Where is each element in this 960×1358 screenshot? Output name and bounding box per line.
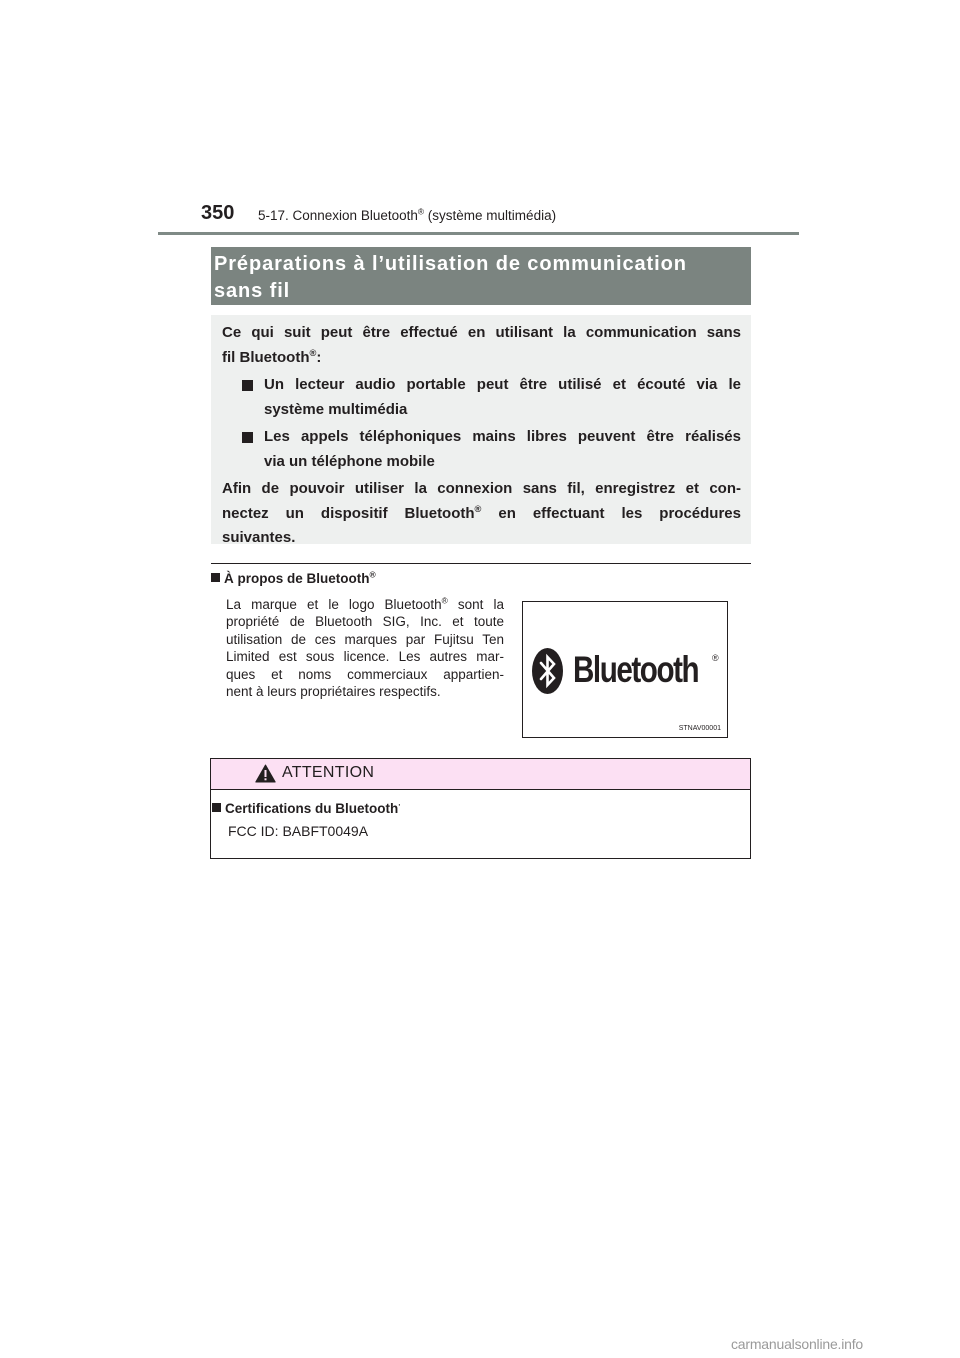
chapter-prefix: 5-17. Connexion Bluetooth [258, 208, 418, 223]
bullet-line: Les appels téléphoniques mains libres peuvent être réalisés [264, 428, 741, 445]
about-heading-text: À propos de Bluetooth [224, 571, 370, 586]
section-title-line: sans fil [214, 280, 291, 302]
about-body [226, 596, 504, 700]
registered-mark: ® [369, 569, 376, 580]
intro-line-text: nectez un dispositif Bluetooth [222, 504, 475, 522]
bluetooth-rune-icon [532, 648, 563, 694]
square-bullet-icon [211, 573, 220, 582]
intro-line-text: en effectuant les procédures [481, 504, 741, 522]
bullet-line: via un téléphone mobile [264, 452, 435, 470]
bullet-line: système multimédia [264, 400, 408, 418]
chapter-header [258, 208, 556, 223]
intro-bullet [242, 373, 741, 422]
page-number: 350 [201, 202, 235, 224]
bullet-line: Un lecteur audio portable peut être utilisé et écouté via le [264, 376, 741, 393]
warning-triangle-icon [255, 764, 276, 783]
warning-detail: FCC ID: BABFT0049A [228, 823, 369, 839]
about-line: nent à leurs propriétaires respectifs. [226, 684, 441, 700]
square-bullet-icon [212, 803, 221, 812]
intro-line: Ce qui suit peut être effectué en utilisant la communication sans [222, 324, 741, 341]
watermark: carmanualsonline.info [731, 1336, 863, 1352]
intro-line [222, 346, 741, 371]
registered-mark: ® [441, 595, 448, 606]
bluetooth-logo-figure [522, 601, 728, 738]
warning-item [212, 801, 401, 816]
intro-bullet [242, 425, 741, 474]
header-rule [158, 232, 799, 235]
warning-item-text: Certifications du Bluetooth [225, 801, 399, 816]
registered-mark: ® [417, 206, 425, 217]
intro-box [211, 315, 751, 544]
about-line [226, 596, 504, 613]
intro-line [222, 502, 741, 527]
intro-line-text: fil Bluetooth [222, 348, 310, 366]
about-line-text: sont la [447, 597, 504, 612]
registered-mark: ® [474, 503, 482, 514]
registered-mark: · [398, 799, 402, 810]
registered-mark: ® [712, 653, 719, 663]
warning-title: ATTENTION [282, 764, 375, 781]
section-title-bar [211, 247, 751, 305]
about-heading [211, 571, 376, 586]
warning-box [210, 758, 751, 859]
intro-line: Afin de pouvoir utiliser la connexion sans fil, enregistrez et con- [222, 480, 741, 497]
about-line: propriété de Bluetooth SIG, Inc. et toute [226, 614, 504, 630]
about-line: ques et noms commerciaux appartien- [226, 666, 504, 682]
subsection-rule [211, 563, 751, 564]
section-title-line: Préparations à l’utilisation de communication [214, 253, 687, 275]
warning-header [211, 759, 750, 790]
bluetooth-wordmark: Bluetooth [573, 649, 699, 690]
registered-mark: ® [309, 347, 317, 358]
intro-line: suivantes. [222, 529, 296, 546]
about-line: utilisation de ces marques par Fujitsu Ten [226, 631, 504, 647]
about-line: Limited est sous licence. Les autres mar- [226, 649, 504, 665]
intro-line-text: : [316, 348, 322, 366]
about-line-text: La marque et le logo Bluetooth [226, 597, 442, 612]
image-code: STNAV00001 [678, 725, 721, 732]
chapter-suffix: (système multimédia) [424, 208, 557, 223]
